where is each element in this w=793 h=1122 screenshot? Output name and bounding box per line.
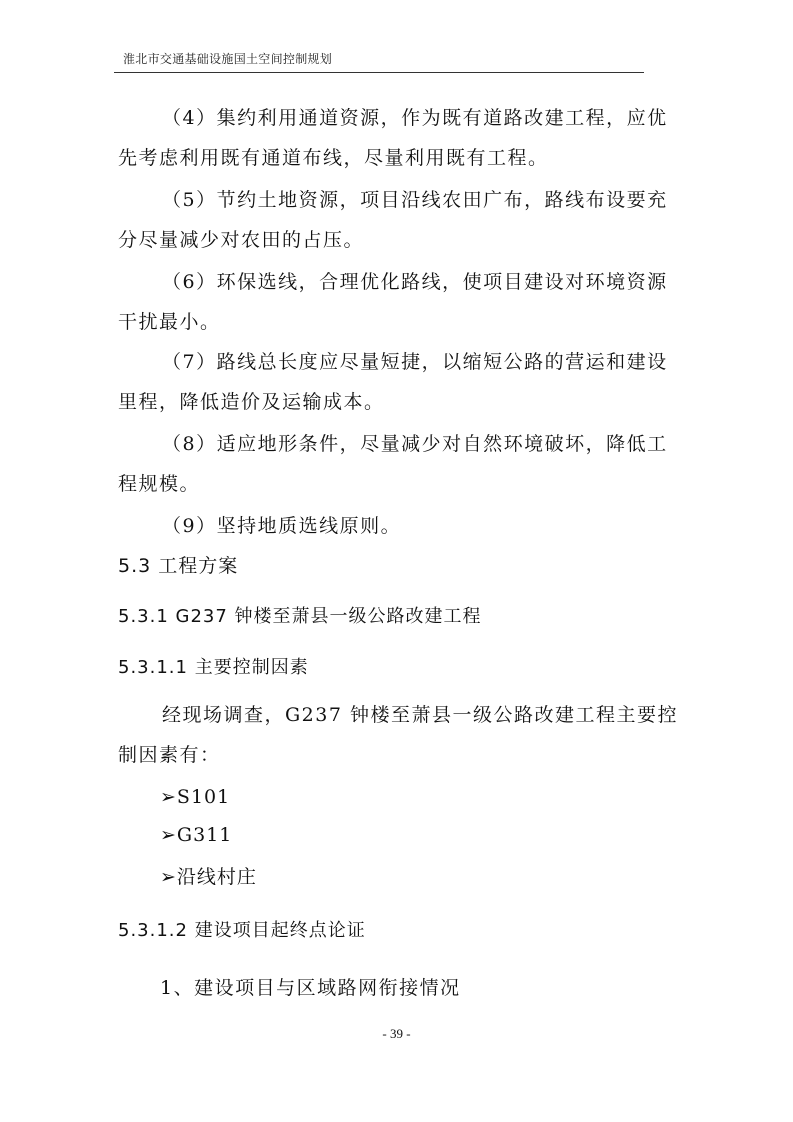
heading-5-3-1-2: 5.3.1.2 建设项目起终点论证 — [118, 920, 366, 941]
paragraph-item-7: （7）路线总长度应尽量短捷，以缩短公路的营运和建设里程，降低造价及运输成本。 — [118, 351, 668, 413]
paragraph-survey: 经现场调查，G237 钟楼至萧县一级公路改建工程主要控制因素有： — [118, 704, 678, 766]
header-divider — [114, 72, 644, 73]
arrow-bullet-icon: ➢ — [160, 866, 177, 888]
paragraph-item-9: （9）坚持地质选线原则。 — [162, 515, 402, 537]
bullet-text: 沿线村庄 — [176, 866, 257, 888]
bullet-item — [160, 824, 232, 846]
heading-5-3: 5.3 工程方案 — [118, 555, 239, 577]
paragraph-item-6: （6）环保选线，合理优化路线，使项目建设对环境资源干扰最小。 — [118, 271, 668, 333]
bullet-text: G311 — [176, 824, 233, 846]
heading-5-3-1-1: 5.3.1.1 主要控制因素 — [118, 657, 309, 678]
bullet-text: S101 — [176, 786, 231, 808]
bullet-item — [160, 786, 230, 808]
page-number: - 39 - — [382, 1026, 411, 1041]
heading-5-3-1: 5.3.1 G237 钟楼至萧县一级公路改建工程 — [118, 606, 482, 627]
header-title: 淮北市交通基础设施国土空间控制规划 — [123, 52, 333, 66]
arrow-bullet-icon: ➢ — [160, 786, 177, 808]
paragraph-item-4: （4）集约利用通道资源，作为既有道路改建工程，应优先考虑利用既有通道布线，尽量利用既有工程。 — [118, 107, 668, 169]
paragraph-item-8: （8）适应地形条件，尽量减少对自然环境破坏，降低工程规模。 — [118, 433, 668, 495]
arrow-bullet-icon: ➢ — [160, 824, 177, 846]
paragraph-item-5: （5）节约土地资源，项目沿线农田广布，路线布设要充分尽量减少对农田的占压。 — [118, 189, 668, 251]
bullet-item — [160, 862, 257, 889]
paragraph-item-1: 1、建设项目与区域路网衔接情况 — [160, 977, 461, 999]
